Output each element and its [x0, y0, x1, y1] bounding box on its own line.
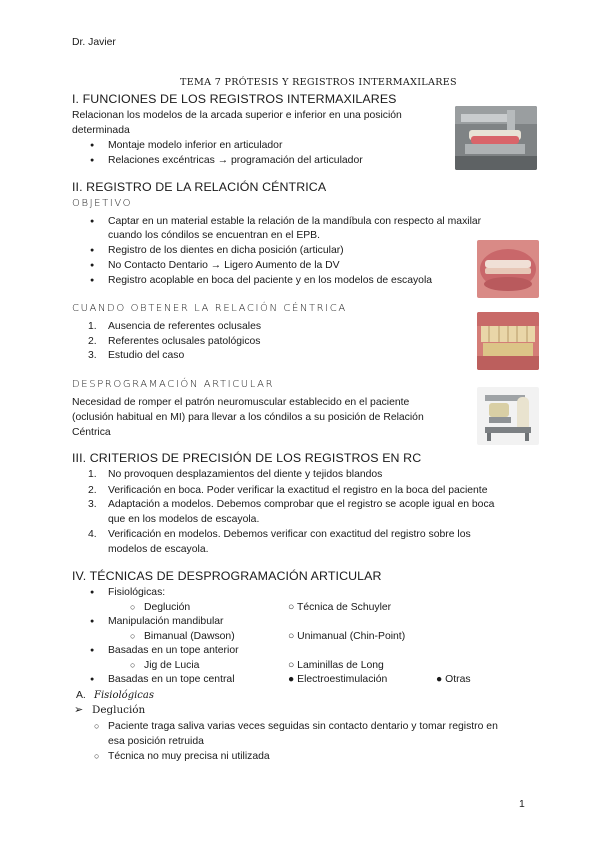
section-4-heading: IV. TÉCNICAS DE DESPROGRAMACIÓN ARTICULAR [72, 569, 382, 583]
n-num-1: 1. [88, 469, 97, 480]
articulator-device-photo [477, 387, 539, 445]
desprogramacion-subheading: DESPROGRAMACIÓN ARTICULAR [72, 379, 275, 390]
tech-deglucion: ○ Deglución [144, 600, 190, 615]
cuando-subheading: CUANDO OBTENER LA RELACIÓN CÉNTRICA [72, 303, 347, 314]
c-item-2: Referentes oclusales patológicos [108, 336, 261, 347]
s1-text-line-1: Relacionan los modelos de la arcada superior e inferior en una posición [72, 110, 402, 121]
s1-text-line-2: determinada [72, 125, 130, 136]
s2-bullet-1-cont: cuando los cóndilos se encuentran en el EPB. [108, 230, 320, 241]
c-item-1: Ausencia de referentes oclusales [108, 321, 262, 332]
d-line-3: Céntrica [72, 427, 111, 438]
criteria-1: No provoquen desplazamientos del diente y tejidos blandos [108, 469, 383, 480]
oral-photo [477, 240, 539, 298]
tech-electro: ● Electroestimulación [288, 674, 388, 685]
s2-bullet-1: ● Captar en un material estable la relación de la mandíbula con respecto al maxilar [108, 214, 481, 229]
n-num-4: 4. [88, 529, 97, 540]
tech-long: ○ Laminillas de Long [288, 660, 384, 671]
s1-bullet-2: ● Relaciones excéntricas → programación del articulador [108, 153, 363, 168]
c-num-3: 3. [88, 350, 97, 361]
arrow-bullet: ➢ [74, 704, 84, 716]
subsection-a-label: A. [76, 690, 86, 701]
tech-otras: ● Otras [436, 674, 471, 685]
tech-unimanual: ○ Unimanual (Chin-Point) [288, 631, 406, 642]
s2-bullet-4: ● Registro acoplable en boca del paciente y en los modelos de escayola [108, 273, 432, 288]
tech-schuyler: ○ Técnica de Schuyler [288, 602, 392, 613]
criteria-4: Verificación en modelos. Debemos verificar con exactitud del registro sobre los [108, 529, 471, 540]
tech-tope-central: ● Basadas en un tope central [108, 672, 235, 687]
section-2-heading: II. REGISTRO DE LA RELACIÓN CÉNTRICA [72, 180, 327, 194]
criteria-3-cont: que en los modelos de escayola. [108, 514, 260, 525]
tech-jig: ○ Jig de Lucia [144, 658, 199, 673]
d-line-2: (oclusión habitual en MI) para llevar a los cóndilos a su posición de Relación [72, 412, 424, 423]
page-number: 1 [519, 799, 525, 810]
s2-bullet-3: ● No Contacto Dentario → Ligero Aumento de la DV [108, 258, 340, 273]
c-num-1: 1. [88, 321, 97, 332]
c-num-2: 2. [88, 336, 97, 347]
s1-bullet-1: ● Montaje modelo inferior en articulador [108, 138, 282, 153]
author-header: Dr. Javier [72, 37, 116, 48]
deglucion-point-2: ○ Técnica no muy precisa ni utilizada [108, 749, 270, 764]
teeth-photo [477, 312, 539, 370]
articulator-photo [455, 106, 537, 170]
tech-manipulacion: ● Manipulación mandibular [108, 614, 224, 629]
criteria-3: Adaptación a modelos. Debemos comprobar que el registro se acople igual en boca [108, 499, 495, 510]
page-title: TEMA 7 PRÓTESIS Y REGISTROS INTERMAXILARES [180, 77, 457, 88]
deglucion-point-1: ○ Paciente traga saliva varias veces seguidas sin contacto dentario y tomar registro en [108, 719, 498, 734]
n-num-2: 2. [88, 485, 97, 496]
d-line-1: Necesidad de romper el patrón neuromuscular establecido en el paciente [72, 397, 410, 408]
tech-tope-anterior: ● Basadas en un tope anterior [108, 643, 239, 658]
deglucion-point-1-cont: esa posición retruida [108, 736, 204, 747]
criteria-2: Verificación en boca. Poder verificar la exactitud el registro en la boca del paciente [108, 485, 488, 496]
tech-fisiologicas: ● Fisiológicas: [108, 585, 165, 600]
section-3-heading: III. CRITERIOS DE PRECISIÓN DE LOS REGISTROS EN RC [72, 451, 422, 465]
criteria-4-cont: modelos de escayola. [108, 544, 209, 555]
objetivo-subheading: OBJETIVO [72, 198, 133, 209]
c-item-3: Estudio del caso [108, 350, 185, 361]
section-1-heading: I. FUNCIONES DE LOS REGISTROS INTERMAXILARES [72, 92, 397, 106]
s2-bullet-2: ● Registro de los dientes en dicha posición (articular) [108, 243, 344, 258]
deglucion-subtitle: Deglución [92, 704, 146, 716]
tech-bimanual: ○ Bimanual (Dawson) [144, 629, 235, 644]
n-num-3: 3. [88, 499, 97, 510]
subsection-a-title: Fisiológicas [94, 690, 154, 701]
